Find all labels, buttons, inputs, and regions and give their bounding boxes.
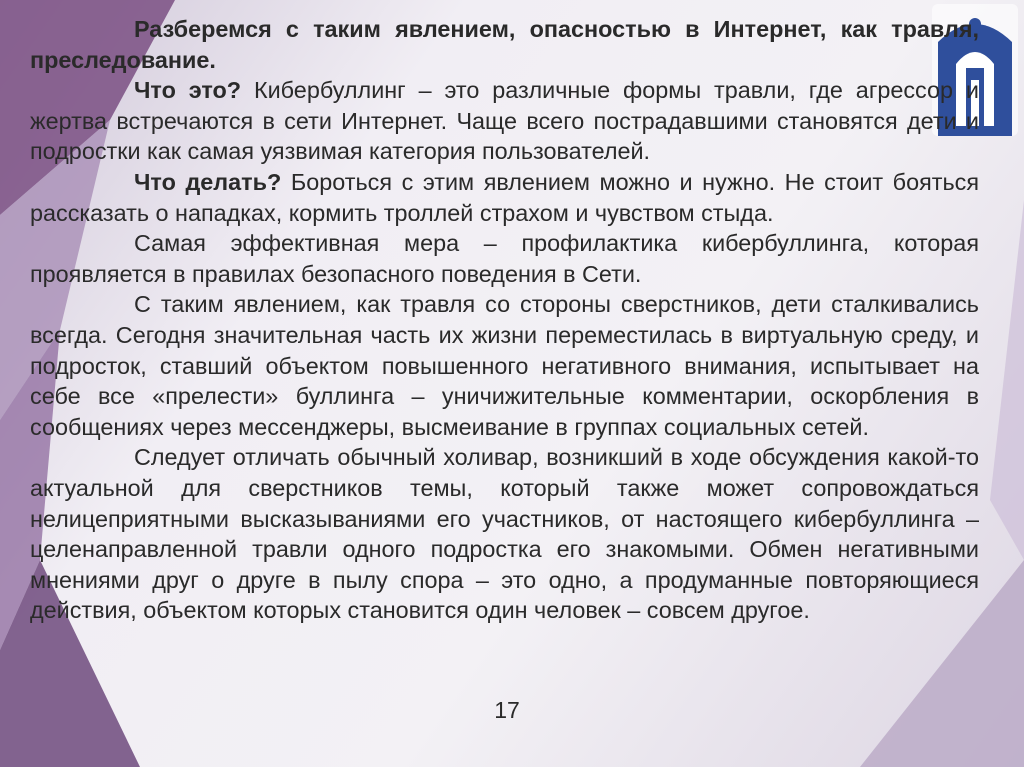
paragraph-holywar (30, 442, 979, 626)
bg-shape-right-strip (990, 200, 1024, 560)
paragraph-intro (30, 14, 979, 75)
paragraph-peer-bullying (30, 289, 979, 442)
holywar-text: Следует отличать обычный холивар, возникший в ходе обсуждения какой-то актуальной для сверстников темы, который также может сопровождаться нелицеприятными высказываниями его участников, от настоящего кибербуллинга – целенаправленной травли одного подростка его знакомыми. Обмен негативными мнениями друг о друге в пылу спора – это одно, а продуманные повторяющиеся действия, объектом которых становится один человек – совсем другое. (30, 444, 979, 624)
answer-what-is-it: Кибербуллинг – это различные формы травли, где агрессор и жертва встречаются в сети Интернет. Чаще всего пострадавшими становятся дети и подростки как самая уязвимая категория пользователей. (30, 77, 979, 165)
answer-what-to-do: Бороться с этим явлением можно и нужно. Не стоит бояться рассказать о нападках, кормить троллей страхом и чувством стыда. (30, 168, 980, 226)
question-what-is-it: Что это? (134, 77, 242, 104)
intro-heading: Разберемся с таким явлением, опасностью в Интернет, как травля, преследование. (30, 16, 979, 73)
paragraph-prevention (30, 228, 979, 289)
paragraph-what-is-it (30, 75, 979, 167)
question-what-to-do: Что делать? (134, 168, 282, 195)
prevention-text: Самая эффективная мера – профилактика кибербуллинга, которая проявляется в правилах безопасного поведения в Сети. (30, 230, 979, 287)
peer-bullying-text: С таким явлением, как травля со стороны сверстников, дети сталкивались всегда. Сегодня значительная часть их жизни переместилась в виртуальную среду, и подросток, ставший объектом повышенного негативного внимания, испытывает на себе все «прелести» буллинга – уничижительные комментарии, оскорбления в сообщениях через мессенджеры, высмеивание в группах социальных сетей. (30, 291, 979, 440)
page-number: 17 (494, 697, 520, 723)
paragraph-what-to-do (30, 167, 979, 228)
slide-body (30, 14, 979, 626)
